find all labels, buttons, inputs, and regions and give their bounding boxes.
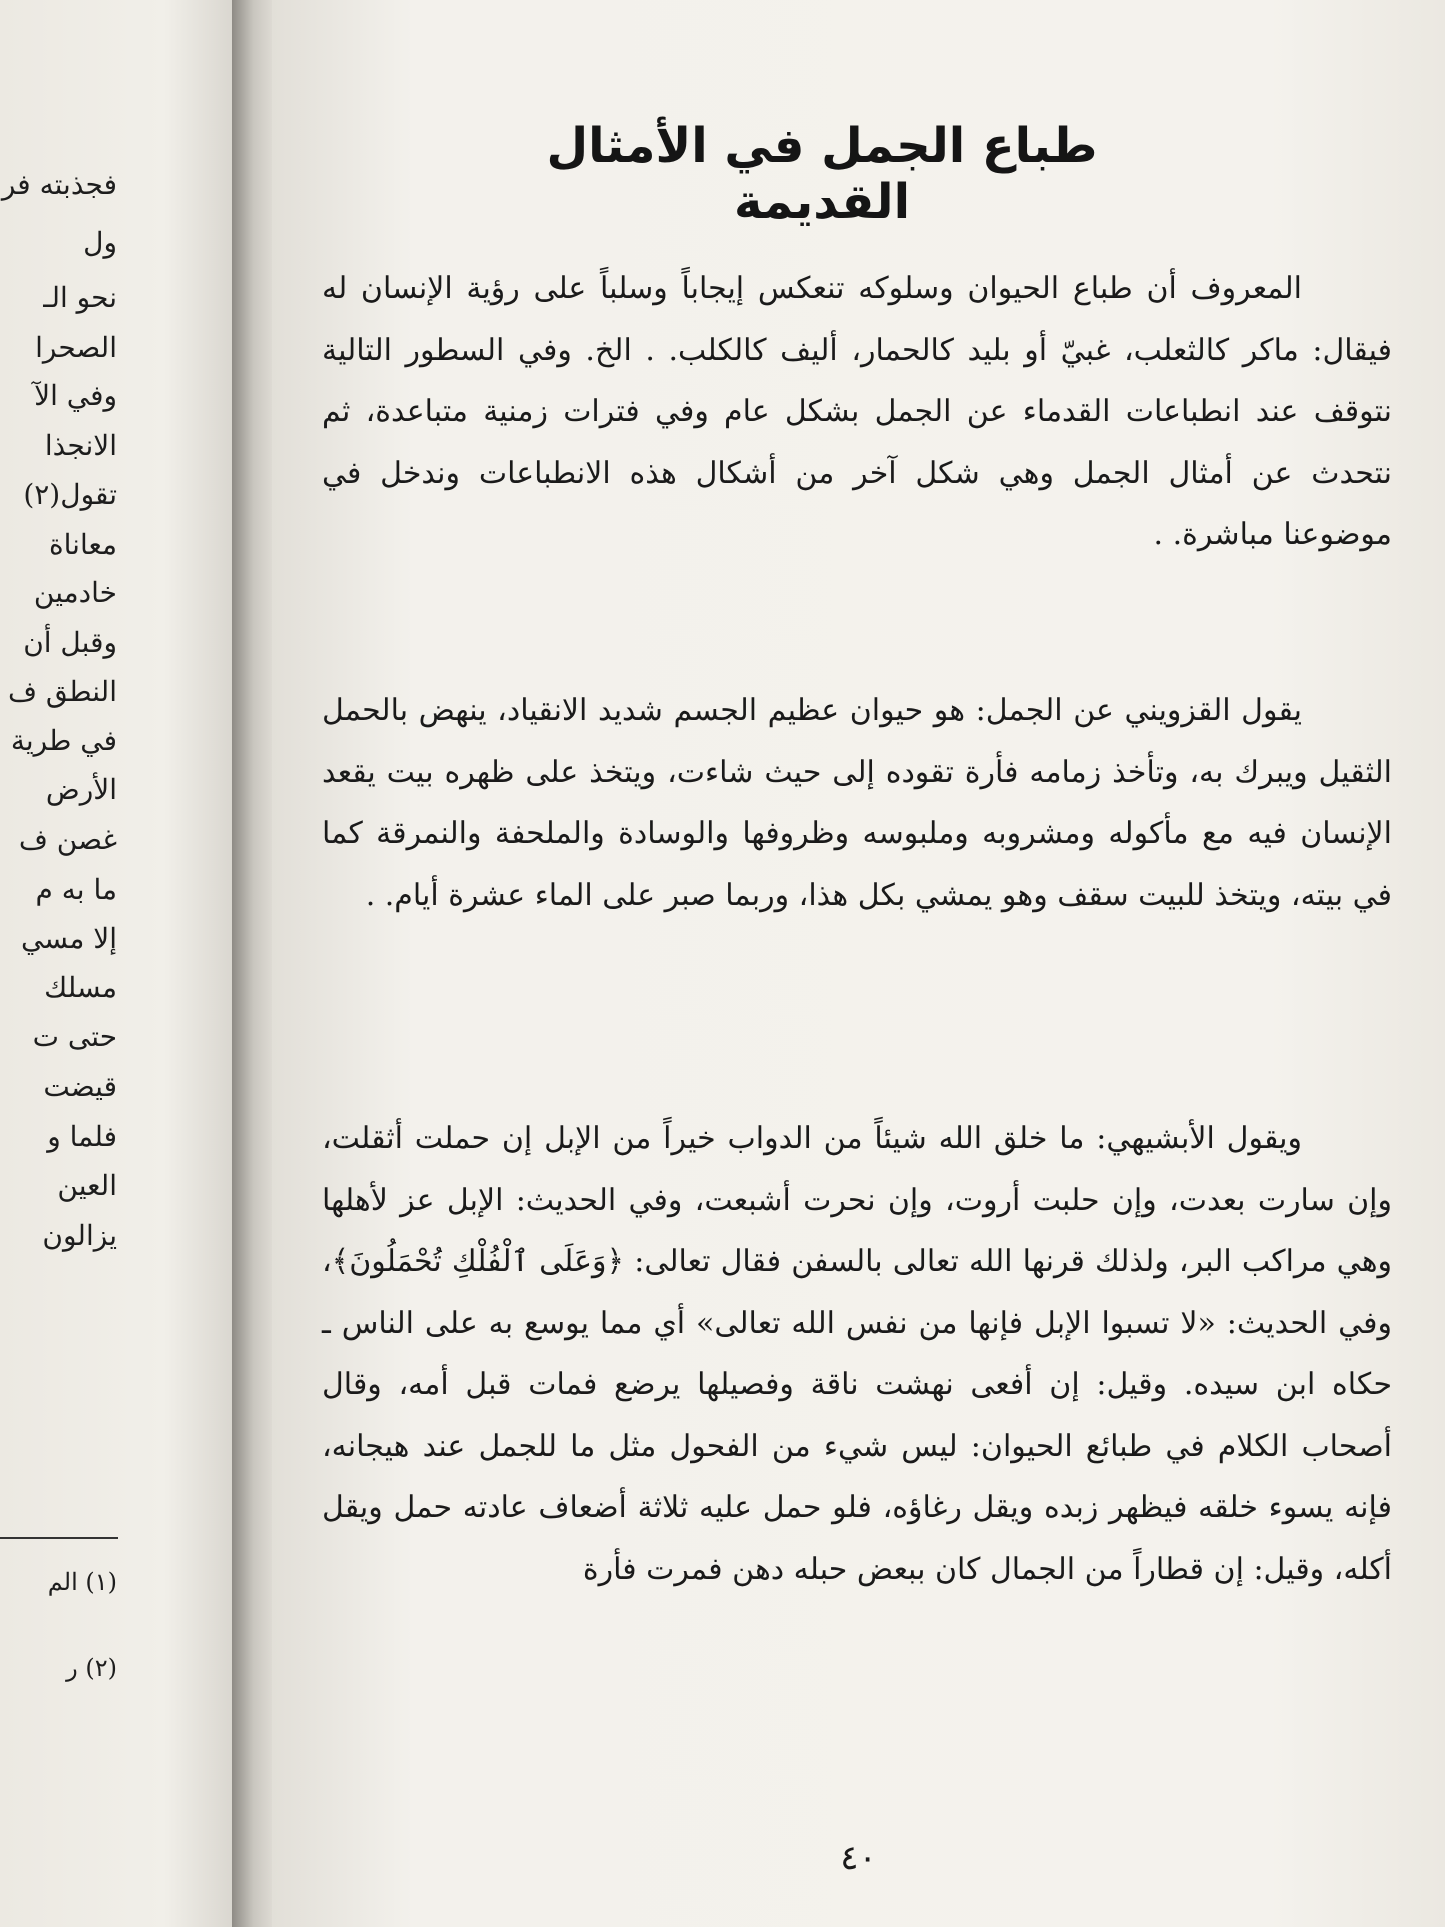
left-page-line: حتى ت [32, 1020, 117, 1053]
left-page-line: الأرض [45, 773, 117, 806]
left-page-line: غصن ف [18, 823, 117, 856]
left-page-line: مسلك [44, 971, 117, 1004]
left-page-line: العين [57, 1169, 117, 1202]
left-page-line: الصحرا [35, 331, 117, 364]
left-page-line: يزالون [42, 1219, 117, 1252]
paragraph: المعروف أن طباع الحيوان وسلوكه تنعكس إيجاباً وسلباً على رؤية الإنسان له فيقال: ماكر كالثعلب، غبيّ أو بليد كالحمار، أليف كالكلب. . الخ. وفي السطور التالية نتوقف عند انطباعات القدماء عن الجمل بشكل عام وفي فترات زمنية متباعدة، ثم نتحدث عن أمثال الجمل وهي شكل آخر من أشكال هذه الانطباعات وندخل في موضوعنا مباشرة. . [322, 271, 1392, 552]
left-page-line: قيضت [43, 1070, 117, 1103]
left-page-line: وقبل أن [23, 626, 117, 659]
left-page-line: ول [83, 226, 117, 259]
left-page-line: الانجذا [44, 429, 117, 462]
right-page [272, 0, 1445, 1927]
left-page-line: فلما و [47, 1120, 117, 1153]
left-page-line: خادمين [33, 576, 117, 609]
page-number: ٤٠ [840, 1838, 877, 1878]
footnote-divider [0, 1537, 118, 1539]
paragraph: ويقول الأبشيهي: ما خلق الله شيئاً من الدواب خيراً من الإبل إن حملت أثقلت، وإن سارت بعدت، وإن حلبت أروت، وإن نحرت أشبعت، وفي الحديث: الإبل عز لأهلها وهي مراكب البر، ولذلك قرنها الله تعالى بالسفن فقال تعالى: ﴿وَعَلَى ٱلْفُلْكِ تُحْمَلُونَ﴾، وفي الحديث: «لا تسبوا الإبل فإنها من نفس الله تعالى» أي مما يوسع به على الناس ـ حكاه ابن سيده. وقيل: إن أفعى نهشت ناقة وفصيلها يرضع فمات قبل أمه، وقال أصحاب الكلام في طبائع الحيوان: ليس شيء من الفحول مثل ما للجمل عند هيجانه، فإنه يسوء خلقه فيظهر زبده ويقل رغاؤه، فلو حمل عليه ثلاثة أضعاف عادته حمل ويقل أكله، وقيل: إن قطاراً من الجمال كان ببعض حبله دهن فمرت فأرة [322, 1121, 1392, 1587]
page-title: طباع الجمل في الأمثال القديمة [546, 118, 1098, 230]
left-footnote: (١) الم [47, 1568, 117, 1596]
left-page-line: نحو الـ [43, 281, 117, 314]
left-footnote: (٢) ر [66, 1654, 117, 1682]
left-page-line: معاناة [48, 528, 117, 561]
left-page-line: النطق ف [7, 675, 117, 708]
paragraph: يقول القزويني عن الجمل: هو حيوان عظيم الجسم شديد الانقياد، ينهض بالحمل الثقيل ويبرك به، وتأخذ زمامه فأرة تقوده إلى حيث شاءت، ويتخذ على ظهره بيت يقعد الإنسان فيه مع مأكوله ومشروبه وملبوسه وظروفها والوسادة والملحفة والنمرقة كما في بيته، ويتخذ للبيت سقف وهو يمشي بكل هذا، وربما صبر على الماء عشرة أيام. . [322, 693, 1392, 913]
left-page-line: في طرية [10, 724, 117, 757]
left-page-line: ما به م [35, 873, 117, 906]
left-page-line: تقول(٢) [23, 478, 117, 511]
left-page-line: وفي الآ [34, 379, 117, 412]
left-page [0, 0, 235, 1927]
left-page-first-line: فجذبته فر [1, 168, 117, 201]
left-page-line: إلا مسي [21, 922, 117, 955]
